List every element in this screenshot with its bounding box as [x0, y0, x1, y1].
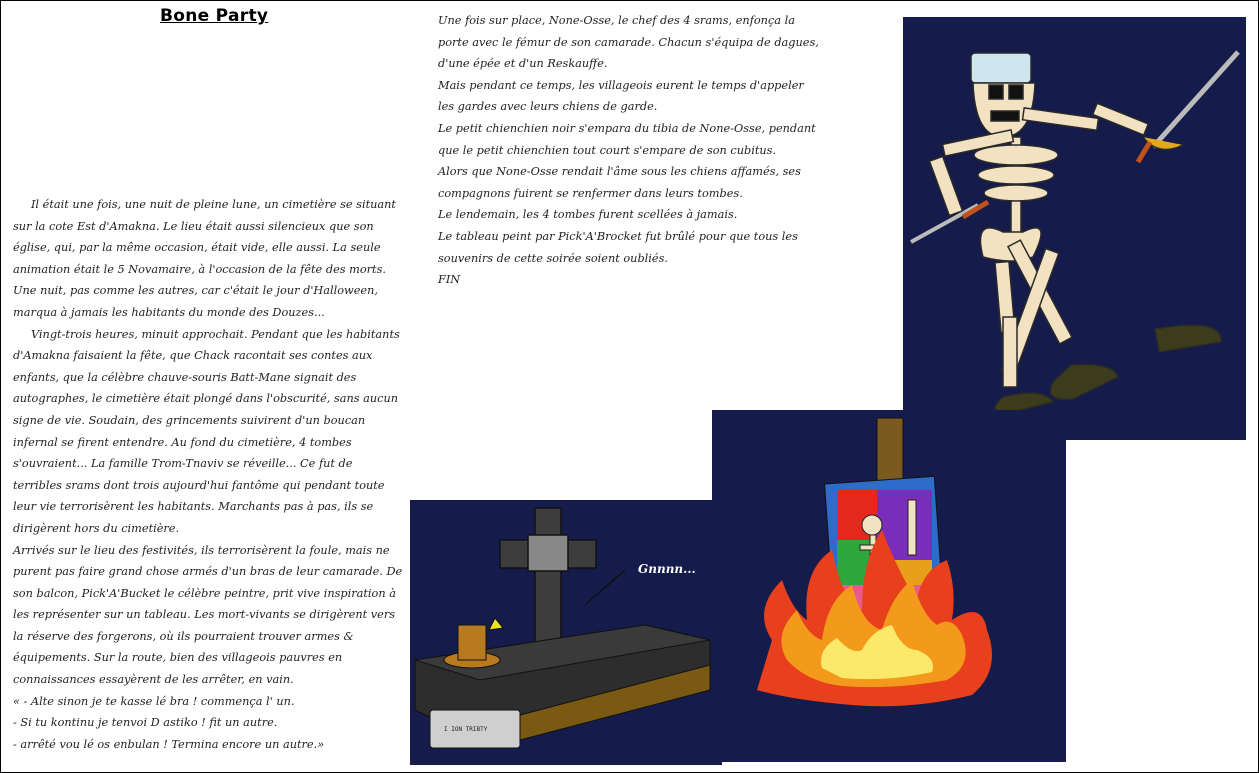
- paragraph: FIN: [438, 273, 461, 287]
- paragraph: Une fois sur place, None-Osse, le chef des 4 srams, enfonça la porte avec le fémur de son camarade. Chacun s'équipa de dagues, d'une épée et d'un Reskauffe.: [438, 14, 823, 71]
- paragraph: Vingt-trois heures, minuit approchait. Pendant que les habitants d'Amakna faisaient la fête, que Chack racontait ses contes aux enfants, que la célèbre chauve-souris Batt-Mane signait des autographes, le cimetière était plongé dans l'obscurité, sans aucun signe de vie. Soudain, des grincements suivirent d'un boucan infernal se firent entendre. Au fond du cimetière, 4 tombes s'ouvraient... La famille Trom-Tnaviv se réveille... Ce fut de terribles srams dont trois aujourd'hui fantôme qui pendant toute leur vie terrorisèrent les habitants. Marchants pas à pas, ils se dirigèrent hors du cimetière.: [13, 327, 404, 535]
- paragraph: Le petit chienchien noir s'empara du tibia de None-Osse, pendant que le petit chienchien tout court s'empare de son cubitus.: [438, 121, 820, 157]
- burning-painting-illustration: [712, 410, 1066, 762]
- tomb-illustration: [410, 500, 722, 765]
- paragraph: Mais pendant ce temps, les villageois eurent le temps d'appeler les gardes avec leurs chiens de garde.: [438, 78, 808, 114]
- left-column: [13, 194, 406, 755]
- skeleton-illustration: [903, 17, 1246, 440]
- paragraph: Le lendemain, les 4 tombes furent scellées à jamais.: [438, 208, 738, 222]
- paragraph: - arrêté vou lé os enbulan ! Termina encore un autre.»: [13, 737, 325, 751]
- paragraph: Le tableau peint par Pick'A'Brocket fut brûlé pour que tous les souvenirs de cette soirée soient oubliés.: [438, 229, 802, 265]
- paragraph: Alors que None-Osse rendait l'âme sous les chiens affamés, ses compagnons fuirent se renfermer dans leurs tombes.: [438, 165, 805, 200]
- paragraph: Il était une fois, une nuit de pleine lune, un cimetière se situant sur la cote Est d'Amakna. Le lieu était aussi silencieux que son église, qui, par la même occasion, était vide, elle aussi. La seule animation était le 5 Novamaire, à l'occasion de la fête des morts. Une nuit, pas comme les autres, car c'était le jour d'Halloween, marqua à jamais les habitants du monde des Douzes...: [13, 198, 400, 319]
- tomb-plaque-text: I ION TRIBTY: [444, 726, 488, 733]
- paragraph: Arrivés sur le lieu des festivités, ils terrorisèrent la foule, mais ne purent pas faire grand chose armés d'un bras de leur camarade. De son balcon, Pick'A'Bucket le célèbre peintre, prit vive inspiration à les représenter sur un tableau. Les mort-vivants se dirigèrent vers la réserve des forgerons, où ils pourraient trouver armes & équipements. Sur la route, bien des villageois pauvres en connaissances essayèrent de les arrêter, en vain.: [13, 543, 406, 687]
- paragraph: - Si tu kontinu je tenvoi D astiko ! fit un autre.: [13, 716, 278, 730]
- right-column: [438, 10, 823, 291]
- paragraph: « - Alte sinon je te kasse lé bra ! commença l' un.: [13, 694, 295, 708]
- story-title: Bone Party: [160, 6, 269, 26]
- grave-speech-text: Gnnnn...: [638, 562, 696, 576]
